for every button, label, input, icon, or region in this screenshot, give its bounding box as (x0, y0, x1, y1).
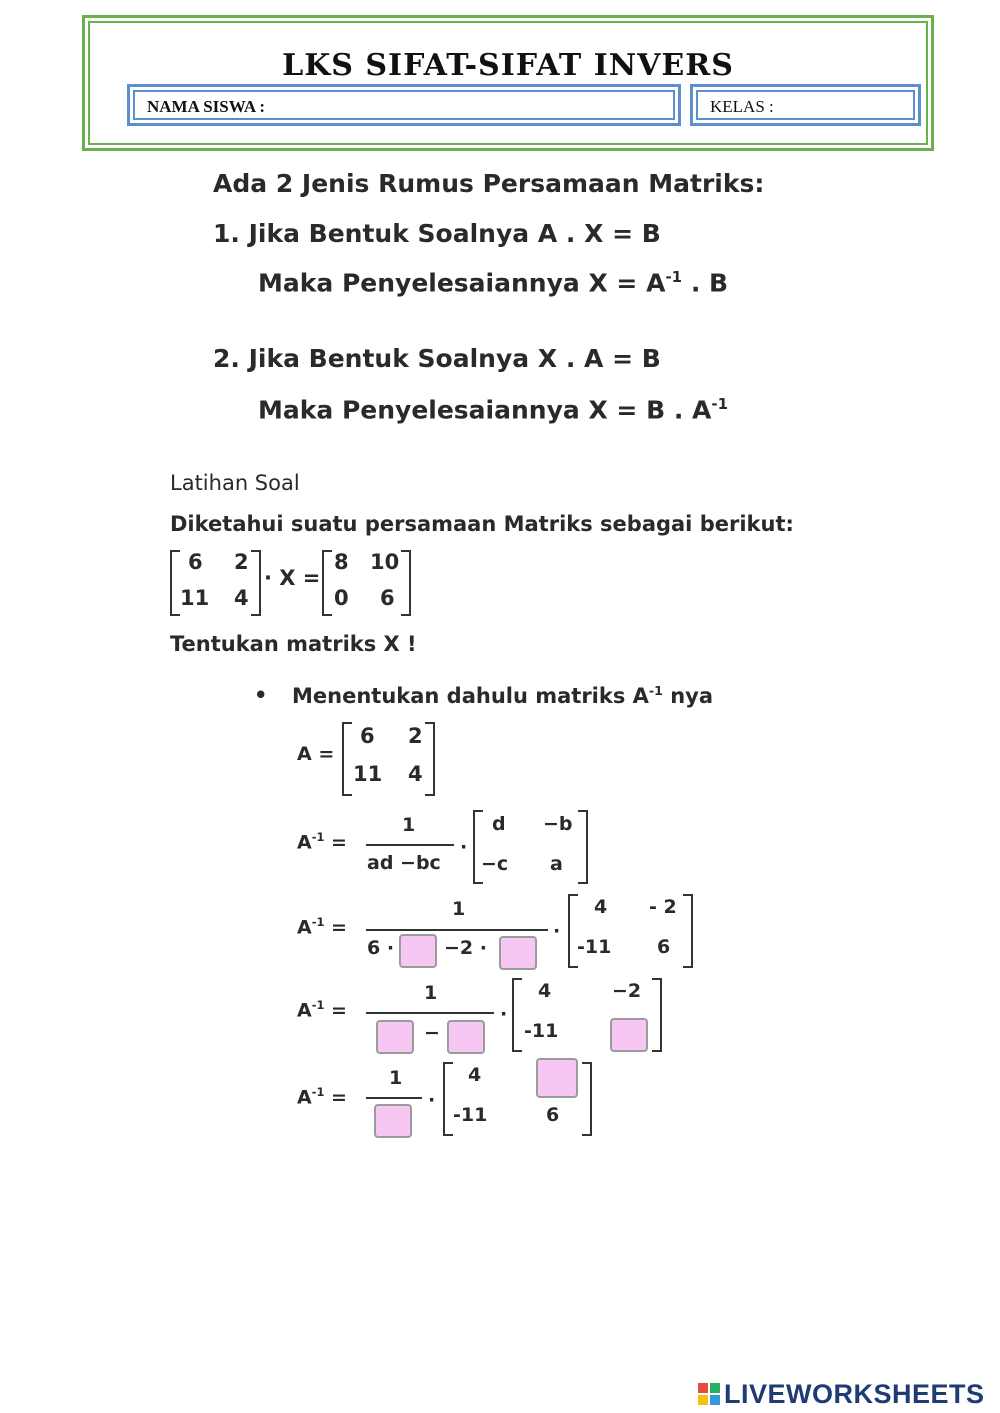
line4-matrix-bracket-left (443, 1062, 453, 1136)
rule2-solution (258, 395, 728, 424)
formula-matrix-cell: −c (481, 853, 509, 875)
matrix-a-cell: 11 (180, 586, 210, 610)
answer-box[interactable] (536, 1058, 578, 1098)
formula-denominator: ad −bc (367, 852, 441, 874)
answer-input[interactable] (449, 1022, 487, 1054)
answer-box[interactable] (447, 1020, 485, 1054)
answer-input[interactable] (538, 1060, 580, 1098)
line2-numerator: 1 (452, 898, 466, 920)
line4-matrix-bracket-right (582, 1062, 592, 1136)
matrix-a-bracket-left (170, 550, 180, 616)
answer-input[interactable] (612, 1020, 650, 1052)
exercise-intro: Diketahui suatu persamaan Matriks sebagai berikut: (170, 512, 794, 536)
answer-input[interactable] (378, 1022, 416, 1054)
rule1-solution-suffix: . B (682, 268, 729, 298)
ainv-text: A (297, 831, 312, 854)
ainv-exp: -1 (311, 830, 325, 844)
line3-fraction-line (366, 1012, 494, 1014)
answer-input[interactable] (376, 1106, 414, 1138)
line3-matrix-bracket-right (652, 978, 662, 1052)
step-bullet: • (254, 683, 268, 707)
rule1-solution-text: Maka Penyelesaiannya X = A (258, 268, 666, 298)
answer-box[interactable] (374, 1104, 412, 1138)
step-instruction-suffix: nya (662, 684, 714, 708)
worksheet-title: LKS SIFAT-SIFAT INVERS (282, 48, 734, 83)
matrix-b-bracket-right (401, 550, 411, 616)
line2-matrix-cell: 6 (657, 936, 671, 958)
rule1-condition: 1. Jika Bentuk Soalnya A . X = B (213, 219, 661, 248)
rule2-condition: 2. Jika Bentuk Soalnya X . A = B (213, 344, 661, 373)
line2-matrix-cell: 4 (594, 896, 608, 918)
step-instruction-text: Menentukan dahulu matriks A (292, 684, 649, 708)
rules-heading: Ada 2 Jenis Rumus Persamaan Matriks: (213, 169, 765, 198)
answer-box[interactable] (610, 1018, 648, 1052)
matrix-b-cell: 10 (370, 550, 400, 574)
a-label-text: A (297, 743, 312, 765)
a-matrix-bracket-left (342, 722, 352, 796)
answer-box[interactable] (399, 934, 437, 968)
ainv-exp: -1 (311, 1085, 325, 1099)
line2-matrix-cell: -11 (577, 936, 612, 958)
student-name-input[interactable] (270, 93, 668, 117)
line3-minus: − (424, 1022, 440, 1044)
equation-x-symbol: X (279, 566, 296, 590)
rule1-exponent: -1 (665, 268, 683, 286)
logo-icon (698, 1383, 720, 1405)
formula-matrix-cell: d (492, 813, 506, 835)
line4-matrix-cell: -11 (453, 1104, 488, 1126)
answer-input[interactable] (501, 938, 539, 970)
a-matrix-cell: 11 (353, 762, 383, 786)
ainv-label-3: $A^{-1}$ = (297, 998, 347, 1022)
student-name-field[interactable] (127, 84, 681, 126)
line3-matrix-cell: 4 (538, 980, 552, 1002)
matrix-a-cell: 6 (188, 550, 203, 574)
line2-matrix-bracket-right (683, 894, 693, 968)
ainv-label-4: $A^{-1}$ = (297, 1085, 347, 1109)
dot-operator: · (500, 1003, 508, 1025)
line4-fraction-line (366, 1097, 422, 1099)
rule2-exponent: -1 (711, 395, 729, 413)
liveworksheets-logo (698, 1379, 985, 1409)
exercise-question: Tentukan matriks X ! (170, 632, 417, 656)
line2-fraction-line (366, 929, 548, 931)
logo-cube (698, 1395, 708, 1405)
a-matrix-bracket-right (425, 722, 435, 796)
class-input[interactable] (788, 93, 908, 117)
ainv-exp: -1 (311, 915, 325, 929)
ainv-label-1: $A^{-1}$ = (297, 830, 347, 854)
matrix-b-cell: 6 (380, 586, 395, 610)
line3-numerator: 1 (424, 982, 438, 1004)
formula-matrix-cell: a (550, 853, 563, 875)
line3-matrix-cell: -11 (524, 1020, 559, 1042)
formula-numerator: 1 (402, 814, 416, 836)
step-instruction (292, 683, 713, 708)
line4-matrix-cell: 4 (468, 1064, 482, 1086)
answer-box[interactable] (499, 936, 537, 970)
a-label: A = (297, 743, 335, 765)
dot-operator: · (553, 920, 561, 942)
logo-text: LIVEWORKSHEETS (724, 1378, 985, 1409)
matrix-b-cell: 0 (334, 586, 349, 610)
exercise-heading: Latihan Soal (170, 471, 300, 495)
class-label: KELAS : (710, 97, 774, 116)
formula-matrix-bracket-right (578, 810, 588, 884)
formula-fraction-line (366, 844, 454, 846)
a-matrix-cell: 4 (408, 762, 423, 786)
logo-cube (710, 1395, 720, 1405)
matrix-b-cell: 8 (334, 550, 349, 574)
ainv-text: A (297, 999, 312, 1022)
logo-cube (698, 1383, 708, 1393)
line3-matrix-cell: −2 (612, 980, 642, 1002)
line4-numerator: 1 (389, 1067, 403, 1089)
ainv-text: A (297, 916, 312, 939)
matrix-a-cell: 4 (234, 586, 249, 610)
a-matrix-cell: 2 (408, 724, 423, 748)
logo-cube (710, 1383, 720, 1393)
dot-operator: · (428, 1089, 436, 1111)
answer-input[interactable] (401, 936, 439, 968)
dot-operator: · (460, 836, 468, 858)
ainv-exp: -1 (311, 998, 325, 1012)
ainv-label-2: $A^{-1}$ = (297, 915, 347, 939)
header-box (82, 15, 934, 151)
rule2-solution-text: Maka Penyelesaiannya X = B . A (258, 395, 712, 425)
line2-den-prefix: 6 · (367, 937, 395, 959)
matrix-a-cell: 2 (234, 550, 249, 574)
line2-den-mid: −2 · (444, 937, 487, 959)
answer-box[interactable] (376, 1020, 414, 1054)
step-exponent: -1 (648, 683, 663, 698)
formula-matrix-cell: −b (543, 813, 573, 835)
ainv-text: A (297, 1086, 312, 1109)
matrix-b-bracket-left (322, 550, 332, 616)
equation-x: · X = (264, 566, 321, 590)
class-field[interactable] (690, 84, 921, 126)
line3-matrix-bracket-left (512, 978, 522, 1052)
a-matrix-cell: 6 (360, 724, 375, 748)
rule1-solution (258, 268, 728, 297)
student-name-label: NAMA SISWA : (147, 97, 266, 116)
line4-matrix-cell: 6 (546, 1104, 560, 1126)
matrix-a-bracket-right (251, 550, 261, 616)
line2-matrix-cell: - 2 (649, 896, 677, 918)
